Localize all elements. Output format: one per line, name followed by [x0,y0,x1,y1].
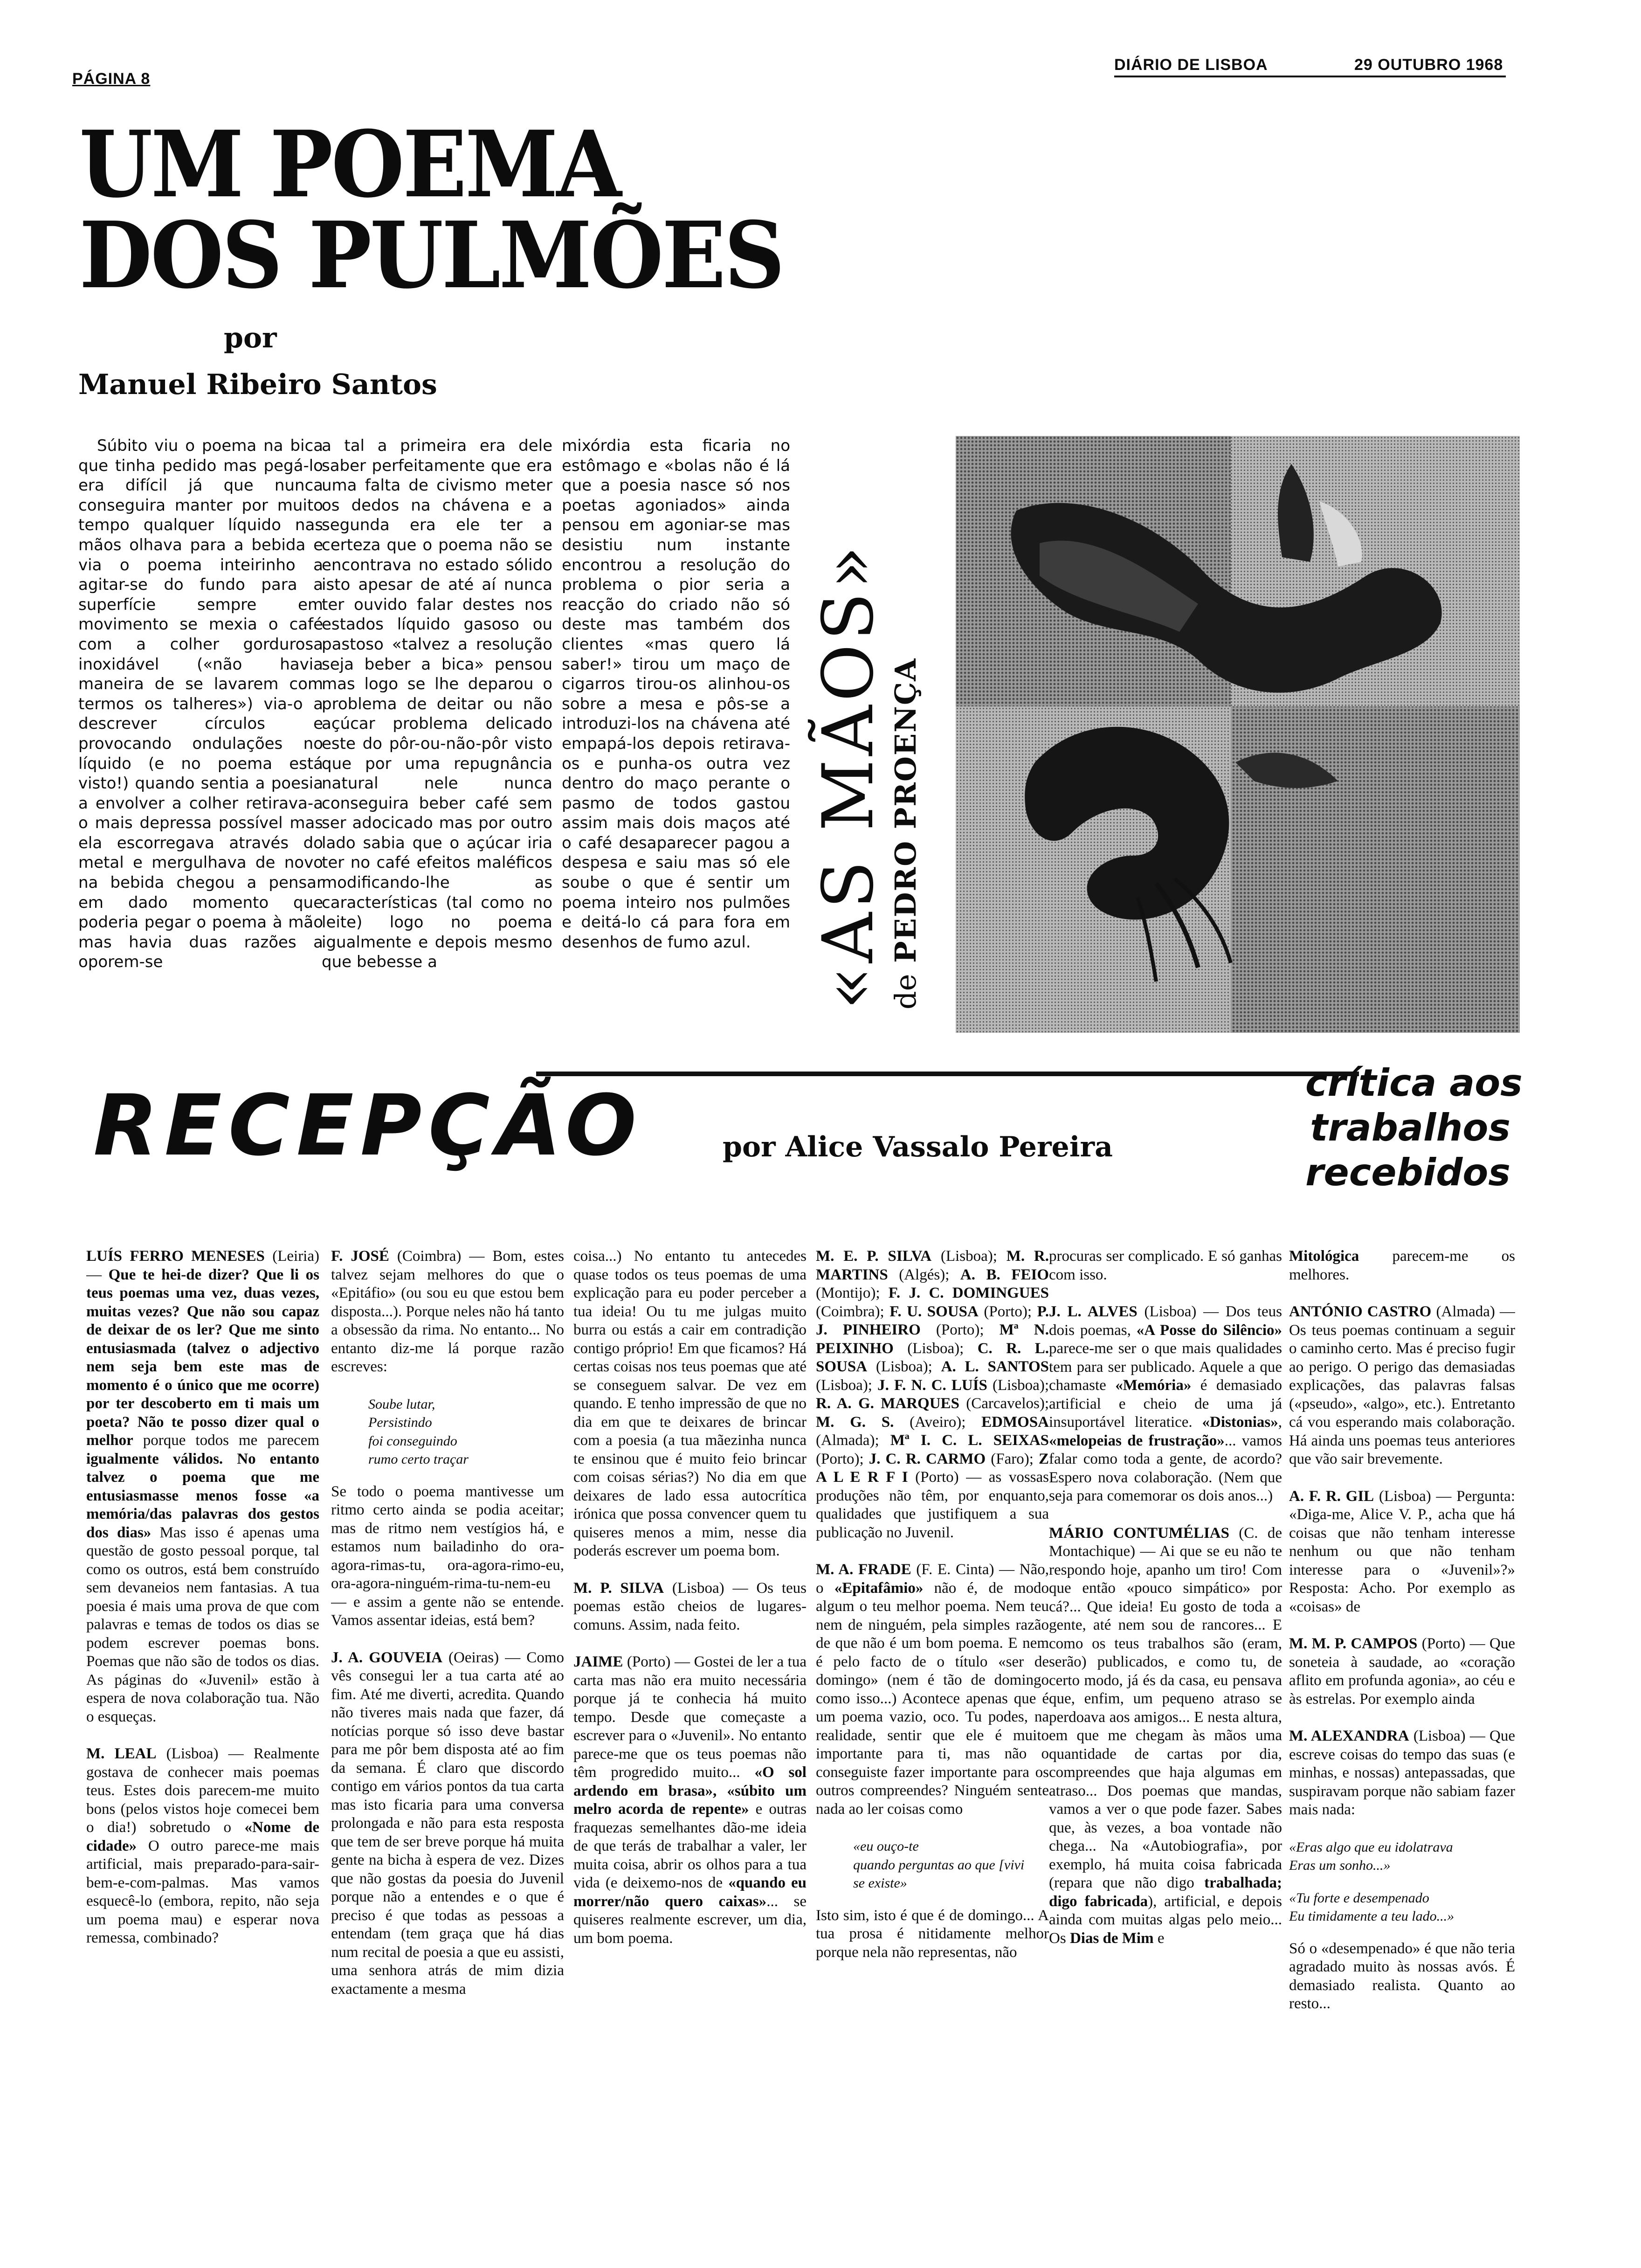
issue-date: 29 OUTUBRO 1968 [1354,56,1503,74]
reply-column-3 [573,1247,807,2217]
reply-paragraph: procuras ser complicado. E só ganhas com isso. [1049,1248,1282,1283]
reply-paragraph: Só o «desempenado» é que não teria agradado muito às nossas avós. É demasiado realista. Quanto ao resto... [1289,1940,1515,2012]
article-title-line1: UM POEMA [79,111,620,218]
reply-column-5 [1049,1247,1282,2217]
article-column-3: mixórdia esta ficaria no estômago e «bolas não é lá que a poesia nasce só nos poetas agoniados» ainda pensou em agoniar-se mas desistiu num instante encontrou a resolução do problema o pior seria a reacção do criado não só deste mas também dos clientes «mas quero lá saber!» tirou um maço de cigarros tirou-os alinhou-os sobre a mesa e pôs-se a introduzi-los na chávena até empapá-los depois retirava-os e punha-os outra vez dentro do maço perante o pasmo de todos gastou assim mais dois maços até o café desaparecer pagou a despesa e saiu mas só ele soube o que é sentir um poema inteiro nos pulmões e deitá-lo cá para fora em desenhos de fumo azul. [562,436,790,952]
illustration-title: «AS MÃOS» [808,542,889,1010]
section-byline: por Alice Vassalo Pereira [723,1131,1113,1163]
reply-paragraph: Mitológica parecem-me os melhores. [1289,1248,1515,1283]
section-rule [536,1072,1359,1076]
reply-column-2 [331,1247,564,2217]
reply-paragraph: M. A. FRADE (F. E. Cinta) — Não, o «Epitafâmio» não é, de modo algum o teu melhor poema. Nem teu nem de ninguém, pela simples razão de que não é um bom poema. E nem é pelo facto de o título «ser de domingo» (nem é tão de domingo como isso...) Acontece apenas que é um poema vazio, oco. Tu podes, na realidade, sentir que ele é muito importante para ti, mas não o conseguiste fazer importante para os outros compreendes? Ninguém sente nada ao ler coisas como [816,1561,1049,1818]
page-number: PÁGINA 8 [72,70,151,88]
reply-paragraph: J. A. GOUVEIA (Oeiras) — Como vês consegui ler a tua carta até ao fim. Até me diverti, acredita. Quando não tiveres mais nada que fazer, dá notícias porque só isso deve bastar para me pôr bem disposta até ao fim da semana. É claro que discordo contigo em vários pontos da tua carta mas isto ficaria para uma conversa prolongada e não para esta resposta que tem de ser breve porque há muita gente na bicha à espera de vez. Dizes que não gostas da poesia do Juvenil porque não a entendes e o que é preciso é que todas as pessoas a entendam (tem graça que há dias num recital de poesia a que eu assisti, uma senhora atrás de mim dizia exactamente a mesma [331,1649,564,1998]
article-by: por [224,322,277,354]
header-rule [1114,76,1506,77]
illustration-credit-prefix: de [889,974,923,1010]
section-subtitle-2: trabalhos [1310,1106,1510,1149]
illustration-image [956,436,1520,1033]
reply-paragraph: JAIME (Porto) — Gostei de ler a tua carta mas não era muito necessária porque já te conhecia há muito tempo. Desde que começaste a escrever para o «Juvenil». No entanto parece-me que os teus poemas não têm progredido muito... «O sol ardendo em brasa», «súbito um melro acorda de repente» e outras fraquezas semelhantes dão-me ideia de que terás de trabalhar a valer, ler muita coisa, abrir os olhos para a tua vida (e deixemo-nos de «quando eu morrer/não quero caixas»... se quiseres realmente escrever, um dia, um bom poema. [573,1653,807,1947]
quoted-verse: «eu ouço-te quando perguntas ao que [vivi se existe» [853,1839,1025,1891]
quoted-verse: «Tu forte e desempenado Eu timidamente a teu lado...» [1289,1890,1455,1924]
reply-paragraph: J. L. ALVES (Lisboa) — Dos teus dois poemas, «A Posse do Silêncio» parece-me ser o que mais qualidades tem para ser publicado. Aquele a que chamaste «Memória» é demasiado artificial e cheio de uma já insuportável literatice. «Distonias», «melopeias de frustração»... vamos falar como toda a gente, de acordo? Espero nova colaboração. (Nem que seja para comemorar os dois anos...) [1049,1303,1282,1504]
reply-paragraph: M. M. P. CAMPOS (Porto) — Que soneteia à saudade, ao «coração aflito em profunda agonia», ao céu e às estrelas. Por exemplo ainda [1289,1635,1515,1708]
section-subtitle-1: crítica aos [1305,1061,1523,1105]
reply-paragraph: M. LEAL (Lisboa) — Realmente gostava de conhecer mais poemas teus. Estes dois parecem-me muito bons (pelos vistos hoje comecei bem o dia!) sobretudo o «Nome de cidade» O outro parece-me mais artificial, mais preparado-para-sair-bem-e-com-palmas. Mas vamos esquecê-lo (embora, repito, não seja um poema mau) e esperar nova remessa, combinado? [86,1745,319,1946]
section-subtitle-3: recebidos [1305,1151,1510,1194]
reply-paragraph: F. JOSÉ (Coimbra) — Bom, estes talvez sejam melhores do que o «Epitáfio» (ou sou eu que estou bem disposta...). Porque neles não há tanto a obsessão da rima. No entanto... No entanto diz-me lá porque razão escreves: [331,1248,564,1375]
illustration-credit-name: PEDRO PROENÇA [889,657,923,963]
reply-paragraph: coisa...) No entanto tu antecedes quase todos os teus poemas de uma explicação para eu poder perceber a tua ideia! Ou tu me julgas muito burra ou estás a cair em contradição contigo próprio! Em que ficamos? Há certas coisas nos teus poemas que até se conseguem salvar. De vez em quando. E tenho impressão de que no dia em que te deixares de brincar com a poesia (a tua mãezinha nunca te ensinou que é muito feio brincar com coisas sérias?) No dia em que deixares de lado essa autocrítica irónica que possa convencer quem tu quiseres menos a mim, nesse dia poderás escrever um poema bom. [573,1248,807,1559]
quoted-verse: Soube lutar, Persistindo foi conseguindo rumo certo traçar [368,1396,469,1467]
reply-paragraph: M. P. SILVA (Lisboa) — Os teus poemas estão cheios de lugares-comuns. Assim, nada feito. [573,1579,807,1633]
article-column-2: a tal a primeira era dele saber perfeitamente que era uma falta de civismo meter os dedos na chávena e a segunda era ele ter a certeza que o poema não se encontrava no estado sólido isto apesar de até aí nunca ter ouvido falar destes nos estados líquido gasoso ou pastoso «talvez a resolução seja beber a bica» pensou mas logo se lhe deparou o problema de deitar ou não açúcar problema delicado este do pôr-ou-não-pôr visto que por uma repugnância natural nele nunca conseguira beber café sem ser adocicado mas por outro lado sabia que o açúcar iria ter no café efeitos maléficos modificando-lhe as características (tal como no leite) logo no poema igualmente e depois mesmo que bebesse a [322,436,552,972]
reply-paragraph: ANTÓNIO CASTRO (Almada) — Os teus poemas continuam a seguir o caminho certo. Mas é preciso fugir ao perigo. O perigo das demasiadas explicações, das palavras falsas («pseudo», «algo», etc.). Entretanto cá vou esperando mais colaboração. Há ainda uns poemas teus anteriores que vão sair brevemente. [1289,1303,1515,1467]
reply-paragraph: LUÍS FERRO MENESES (Leiria) — Que te hei-de dizer? Que li os teus poemas uma vez, duas vezes, muitas vezes? Que não sou capaz de deixar de os ler? Que me sinto entusiasmada (talvez o adjectivo nem seja bem este mas de momento é o único que me ocorre) por ter descoberto em ti mais um poeta? Não te posso dizer qual o melhor porque todos me parecem igualmente válidos. No entanto talvez o poema que me entusiasmasse menos fosse «a memória/das palavras dos gestos dos dias» Mas isso é apenas uma questão de gosto pessoal porque, tal como os outros, está bem construído sem devaneios nem fantasias. A tua poesia é mais uma prova de que com palavras e temas de todos os dias se podem escrever poemas bons. Poemas que não são de todos os dias. As páginas do «Juvenil» estão à espera de nova colaboração tua. Não o esqueças. [86,1248,319,1725]
reply-column-4 [816,1247,1049,2217]
newspaper-name: DIÁRIO DE LISBOA [1114,56,1268,74]
reply-column-6 [1289,1247,1515,2217]
reply-paragraph: M. ALEXANDRA (Lisboa) — Que escreve coisas do tempo das suas (e minhas, e nossas) antepassadas, que suspiravam porque não sabiam fazer mais nada: [1289,1728,1515,1818]
reply-column-1 [86,1247,319,2217]
reply-paragraph: Se todo o poema mantivesse um ritmo certo ainda se podia aceitar; mas de ritmo nem vestígios há, e estamos num bailadinho do ora-agora-rimas-tu, ora-agora-rimo-eu, ora-agora-ninguém-rima-tu-nem-eu — e assim a gente não se entende. Vamos assentar ideias, está bem? [331,1483,564,1629]
article-column-1: Súbito viu o poema na bica que tinha pedido mas pegá-lo era difícil já que nunca conseguira manter por muito tempo qualquer líquido nas mãos olhava para a bebida e via o poema inteirinho a agitar-se do fundo para a superfície sempre em movimento se mexia o café com a colher gordurosa inoxidável («não havia maneira de se lavarem com termos os talheres») via-o a descrever círculos e provocando ondulações no líquido (e no poema está visto!) quando sentia a poesia a envolver a colher retirava-a o mais depressa possível mas ela escorregava através do metal e mergulhava de novo na bebida chegou a pensar em dado momento que poderia pegar o poema à mão mas havia duas razões a oporem-se [78,436,323,972]
hands-drawing [956,436,1520,1033]
reply-paragraph: MÁRIO CONTUMÉLIAS (C. de Montachique) — Ai que se eu não te respondo hoje, apanho um tiro! Com que então «pouco simpático» por cá?... Que ideia! Eu gosto de toda a gente, até nem sou de rancores... E como os teus trabalhos são (eram, serão) publicados, e como tu, de certo modo, já és da casa, eu pensava que, enfim, um pequeno atraso se perdoava aos amigos... E nesta altura, em que me chegam às mãos uma quantidade de cartas por dia, compreendes que haja algumas em atraso... Dos poemas que mandas, vamos a ver o que pode fazer. Sabes que, às vezes, a boa vontade não chega... Na «Autobiografia», por exemplo, há muita coisa fabricada (repara que não digo trabalhada; digo fabricada), artificial, e depois ainda com muitas algas pelo meio... Os Dias de Mim e [1049,1524,1282,1947]
reply-paragraph: M. E. P. SILVA (Lisboa); M. R. MARTINS (Algés); A. B. FEIO (Montijo); F. J. C. DOMINGUES (Coimbra); F. U. SOUSA (Porto); P. J. PINHEIRO (Porto); Mª N. PEIXINHO (Lisboa); C. R. L. SOUSA (Lisboa); A. L. SANTOS (Lisboa); J. F. N. C. LUÍS (Lisboa); R. A. G. MARQUES (Carcavelos); M. G. S. (Aveiro); EDMOSA (Almada); Mª I. C. L. SEIXAS (Porto); J. C. R. CARMO (Faro); Z A L E R F I (Porto) — as vossas produções não têm, por enquanto, qualidades que justifiquem a sua publicação no Juvenil. [816,1248,1049,1541]
article-author: Manuel Ribeiro Santos [78,368,437,401]
article-title-line2: DOS PULMÕES [79,202,783,309]
section-title: RECEPÇÃO [93,1077,643,1175]
reply-paragraph: Isto sim, isto é que é de domingo... A tua prosa é nitidamente melhor porque nela não representas, não [816,1907,1049,1961]
quoted-verse: «Eras algo que eu idolatrava Eras um sonho...» [1289,1839,1453,1873]
reply-paragraph: A. F. R. GIL (Lisboa) — Pergunta: «Diga-me, Alice V. P., acha que há coisas que não tenham interesse nenhum ou que não tenham interesse para o «Juvenil»?» Resposta: Acho. Por exemplo as «coisas» de [1289,1487,1515,1615]
